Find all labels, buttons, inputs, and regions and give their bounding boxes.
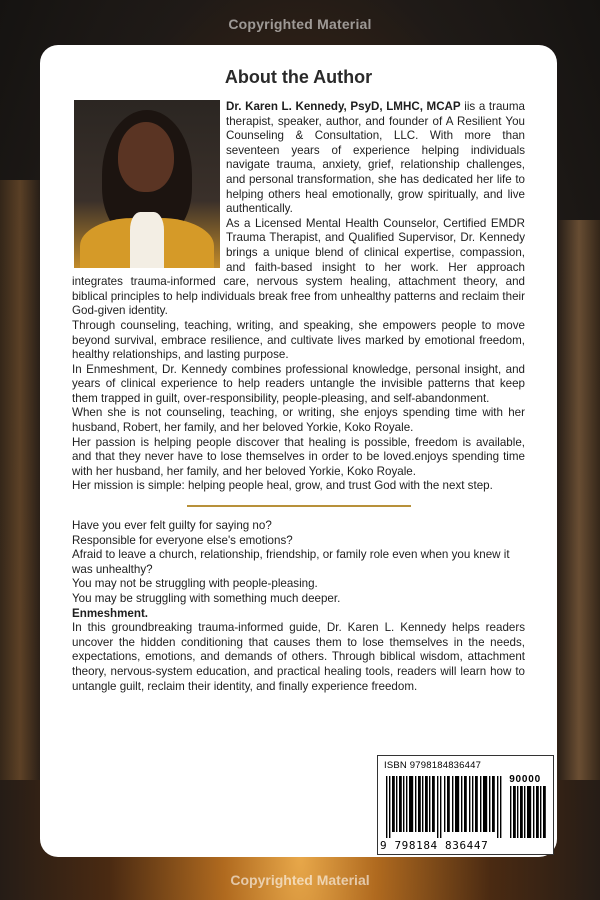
watermark-bottom: Copyrighted Material [230,872,370,888]
background-pillar-left [0,180,40,780]
author-bio [72,100,525,494]
price-code: 90000 [509,774,541,785]
watermark-top: Copyrighted Material [228,16,372,32]
blurb-statement-2: You may be struggling with something much deeper. [72,592,341,605]
background-pillar-right [558,220,600,780]
bio-paragraph-4: In Enmeshment, Dr. Kennedy combines professional knowledge, personal insight, and years of clinical experience to help readers untangle the invisible patterns that keep them trapped in guilt, over-responsibility, people-pleasing, and self-abandonment. [72,362,525,405]
barcode-box [377,755,554,855]
author-photo [74,100,220,268]
bio-paragraph-3: Through counseling, teaching, writing, and speaking, she empowers people to move beyond survival, embrace resilience, and cultivate lives marked by emotional freedom, healthy relationships, and lasting purpose. [72,318,525,362]
bio-paragraph-6: Her passion is helping people discover that healing is possible, freedom is available, and that they never have to lose themselves in order to be loved.enjoys spending time with her husband, her family, and her beloved Yorkie, Koko Royale. [72,435,525,478]
blurb-statement-1: You may not be struggling with people-pleasing. [72,577,318,591]
blurb-question-1: Have you ever felt guilty for saying no? [72,519,272,533]
author-name: Dr. Karen L. Kennedy, PsyD, LMHC, MCAP [226,100,461,113]
price-barcode [510,786,546,838]
blurb-keyword: Enmeshment. [72,606,149,620]
bio-paragraph-2: As a Licensed Mental Health Counselor, Certified EMDR Trauma Therapist, and Qualified Supervisor, Dr. Kennedy brings a unique blend of clinical expertise, compassion, and faith-based insight to her work. Her approach integrates trauma-informed care, nervous system healing, attachment theory, and biblical principles to help individuals break free from unhealthy patterns and reclaim their God-given identity. [72,216,525,318]
isbn-barcode [386,776,502,838]
bio-paragraph-7: Her mission is simple: helping people heal, grow, and trust God with the next step. [72,479,493,493]
blurb-question-3: Afraid to leave a church, relationship, friendship, or family role even when you knew it was unhealthy? [72,548,510,576]
book-blurb [72,519,525,694]
back-cover-card [40,45,557,857]
isbn-label: ISBN 9798184836447 [384,760,482,771]
isbn-digits: 9 798184 836447 [380,839,489,852]
section-divider [187,505,411,507]
bio-paragraph-1-text: iis a trauma therapist, speaker, author, and founder of A Resilient You Counseling & Consultation, LLC. With more than seventeen years of experience helping individuals navigate trauma, anxiety, grief, relationship challenges, and personal transformation, she has dedicated her life to helping others heal emotionally, grow spiritually, and live authentically. [226,100,525,216]
blurb-description: In this groundbreaking trauma-informed guide, Dr. Karen L. Kennedy helps readers uncover the hidden conditioning that causes them to lose themselves in the needs, expectations, emotions, and demands of others. Through biblical wisdom, attachment theory, nervous-system education, and practical healing tools, readers will learn how to untangle guilt, reclaim their identity, and finally experience freedom. [72,621,525,693]
blurb-question-2: Responsible for everyone else's emotions? [72,533,293,547]
bio-paragraph-5: When she is not counseling, teaching, or writing, she enjoys spending time with her husband, Robert, her family, and her beloved Yorkie, Koko Royale. [72,406,525,435]
about-title: About the Author [224,67,373,87]
